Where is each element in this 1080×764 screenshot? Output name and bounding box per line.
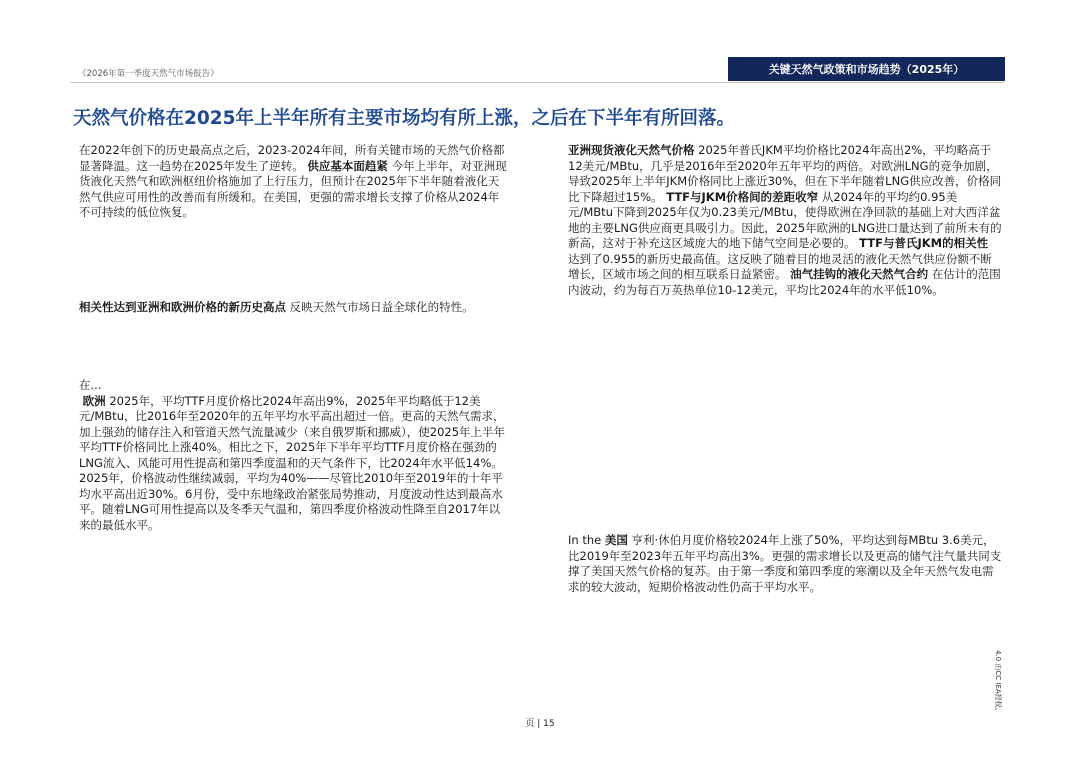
header-divider bbox=[70, 82, 1005, 83]
p2-text: 反映天然气市场日益全球化的特性。 bbox=[289, 300, 474, 314]
p1-text2: 今年上半年，对亚洲现货液化天然气和欧洲枢纽价格施加了上行压力，但预计在2025年下半年随着液化天然气供应可用性的改善而有所缓和。在美国，更强的需求增长支撑了价格从2024年不可持续的低位恢复。 bbox=[79, 158, 507, 219]
p4-text2: 从2024年的平均约0.95美元/MBtu下降到2025年仅为0.23美元/MBtu，使得欧洲在净回款的基础上对大西洋盆地的主要LNG供应商更具吸引力。因此，2025年欧洲的LNG进口量达到了前所未有的新高，这对于补充这区域庞大的地下储气空间是必要的。 bbox=[568, 189, 1002, 250]
report-name: 《2026年第一季度天然气市场报告》 bbox=[78, 69, 219, 79]
page-title: 天然气价格在2025年上半年所有主要市场均有所上涨，之后在下半年有所回落。 bbox=[73, 108, 735, 129]
p3-text: 2025年，平均TTF月度价格比2024年高出9%，2025年平均略低于12美元/MBtu，比2016年至2020年的五年平均水平高出超过一倍。更高的天然气需求，加上强劲的储存注入和管道天然气流量减少（来自俄罗斯和挪威），使2025年上半年平均TTF价格同比上涨40%。相比之下，2025年下半年平均TTF月度价格在强劲的LNG流入、风能可用性提高和第四季度温和的天气条件下，比2024年水平低14%。2025年，价格波动性继续减弱，平均为40%——尽管比2010年至2019年的十年平均水平高出近30%。6月份，受中东地缘政治紧张局势推动，月度波动性达到最高水平。随着LNG可用性提高以及冬季天气温和，第四季度价格波动性降至自2017年以来的最低水平。 bbox=[79, 393, 506, 532]
paragraph-europe bbox=[79, 378, 511, 533]
paragraph-correlation bbox=[79, 300, 509, 316]
section-header-band bbox=[728, 57, 1005, 81]
p3-lead: 在... bbox=[79, 378, 102, 392]
license-note: 4.0 由CC IEA授权。 bbox=[994, 650, 1002, 715]
p3-bold: 欧洲 bbox=[82, 393, 106, 408]
p1-bold: 供应基本面趋紧 bbox=[307, 158, 388, 173]
p2-bold: 相关性达到亚洲和欧洲价格的新历史高点 bbox=[79, 300, 286, 314]
p4-text: 2025年普氏JKM平均价格比2024年高出2%，平均略高于12美元/MBtu，几乎是2016年至2020年五年平均的两倍。对欧洲LNG的竞争加剧，导致2025年上半年JKM价格同比上涨近30%，但在下半年随着LNG供应改善，价格同比下降超过15%。 bbox=[568, 143, 1002, 204]
paragraph-us bbox=[568, 533, 1002, 595]
p5-bold: 美国 bbox=[604, 533, 628, 547]
paragraph-asia-lng bbox=[568, 143, 1002, 298]
p4-text4: 在估计的范围内波动，约为每百万英热单位10-12美元，平均比2024年的水平低10%。 bbox=[568, 267, 1001, 297]
section-title: 关键天然气政策和市场趋势（2025年） bbox=[768, 63, 965, 76]
p4-bold3: TTF与普氏JKM的相关性 bbox=[859, 236, 989, 250]
p4-bold: 亚洲现货液化天然气价格 bbox=[568, 143, 695, 157]
p4-text3: 达到了0.955的新历史最高值。这反映了随着目的地灵活的液化天然气供应份额不断增长，区域市场之间的相互联系日益紧密。 bbox=[568, 251, 992, 281]
p4-bold2: TTF与JKM价格间的差距收窄 bbox=[666, 189, 819, 204]
p4-bold4: 油气挂钩的液化天然气合约 bbox=[790, 267, 929, 281]
paragraph-price-overview bbox=[79, 143, 509, 221]
page-number: 页 | 15 bbox=[525, 719, 555, 729]
p1-text: 在2022年创下的历史最高点之后，2023-2024年间，所有关键市场的天然气价格都显著降温。这一趋势在2025年发生了逆转。 bbox=[79, 143, 505, 173]
p5-text: 亨利·休伯月度价格较2024年上涨了50%，平均达到每MBtu 3.6美元，比2019年至2023年五年平均高出3%。更强的需求增长以及更高的储气注气量共同支撑了美国天然气价格的复苏。由于第一季度和第四季度的寒潮以及全年天然气发电需求的较大波动，短期价格波动性仍高于平均水平。 bbox=[568, 533, 1002, 594]
p5-lead: In the bbox=[568, 533, 602, 547]
